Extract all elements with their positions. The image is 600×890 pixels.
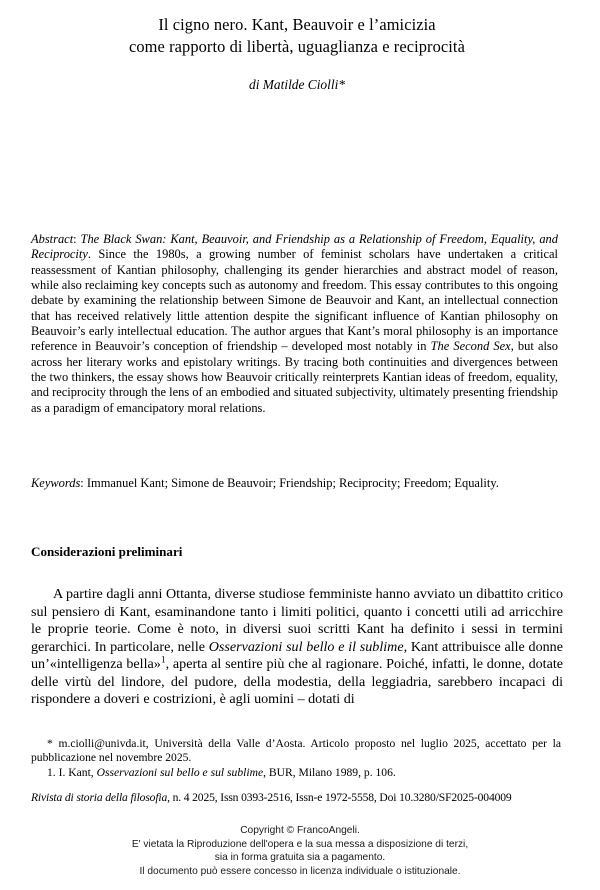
body-paragraph: [31, 586, 563, 709]
copyright-line-1: Copyright © FrancoAngeli.: [240, 825, 360, 836]
section-heading: Considerazioni preliminari: [31, 544, 183, 559]
body-part-3: , aperta al sentire più che al ragionare. Poiché, infatti, le donne, dotate delle virtù del lindore, del pudore, della modestia, della leggiadria, sarebbero incapaci di rispondere a doveri e costrizioni, è agli uomini – dotati di: [31, 656, 563, 708]
footnote-1-suffix: , BUR, Milano 1989, p. 106.: [263, 765, 396, 779]
abstract-block: [31, 232, 558, 416]
copyright-line-4: Il documento può essere concesso in licenza individuale o istituzionale.: [139, 865, 461, 877]
body-part-1: A partire dagli anni Ottanta, diverse studiose femministe hanno avviato un dibattito critico sul pensiero di Kant, esaminandone tanto i limiti politici, quanto i concetti utili ad arricchire le proprie teorie. Come è noto, in diversi suoi scritti Kant ha definito i sessi in termini gerarchici. In particolare, nelle: [31, 586, 563, 655]
keywords-block: [31, 476, 558, 491]
footnote-affiliation: * m.ciolli@univda.it, Università della Valle d’Aosta. Articolo proposto nel luglio 2025, accettato per la pubblicazione nel novembre 2025.: [31, 737, 561, 765]
footnotes-block: [31, 737, 561, 780]
copyright-footer: [0, 824, 600, 878]
abstract-english-title: The Black Swan: Kant, Beauvoir, and Friendship as a Relationship of Freedom, Equality, and Reciprocity: [31, 232, 558, 262]
footnote-1-prefix: 1. I. Kant,: [47, 765, 97, 779]
body-text: [31, 586, 563, 709]
keywords-label: Keywords: [31, 476, 81, 490]
copyright-line-2: E' vietata la Riproduzione dell'opera e la sua messa a disposizione di terzi,: [131, 838, 469, 850]
footnote-1: [31, 766, 561, 780]
body-cited-work: Osservazioni sul bello e il sublime: [208, 638, 404, 655]
journal-name: Rivista di storia della filosofia: [31, 791, 168, 804]
title-block: [31, 14, 563, 93]
journal-details: , n. 4 2025, Issn 0393-2516, Issn-e 1972-5558, Doi 10.3280/SF2025-004009: [167, 791, 512, 804]
footnote-1-title: Osservazioni sul bello e sul sublime: [96, 765, 264, 779]
body-part-2: , Kant attribuisce alle donne un’«intelligenza bella»: [31, 638, 563, 673]
abstract-label: Abstract: [31, 232, 74, 246]
abstract-separator: :: [73, 232, 81, 246]
author-byline: di Matilde Ciolli*: [249, 77, 345, 92]
abstract-cited-work: The Second Sex: [430, 339, 511, 354]
keywords-separator: :: [80, 476, 87, 490]
copyright-line-3: sia in forma gratuita sia a pagamento.: [214, 852, 386, 864]
title-line-2: come rapporto di libertà, uguaglianza e reciprocità: [129, 37, 465, 56]
page-title: [31, 14, 563, 58]
abstract-body-part-1: . Since the 1980s, a growing number of feminist scholars have undertaken a critical reassessment of Kantian philosophy, challenging its gender hierarchies and abstract model of reason, while also reclaiming key concepts such as autonomy and freedom. This essay contributes to this ongoing debate by examining the relationship between Simone de Beauvoir and Kant, an intellectual connection that has received relatively little attention despite the significant influence of Kantian philosophy on Beauvoir’s early intellectual education. The author argues that Kant’s moral philosophy is an importance reference in Beauvoir’s conception of friendship – developed most notably in: [31, 247, 558, 354]
footnote-reference-1[interactable]: 1: [160, 655, 166, 666]
keywords-value: Immanuel Kant; Simone de Beauvoir; Friendship; Reciprocity; Freedom; Equality.: [86, 476, 499, 490]
abstract-body-part-2: , but also across her literary works and epistolary writings. By tracing both continuities and divergences between the two thinkers, the essay shows how Beauvoir critically reinterprets Kantian ideas of freedom, equality, and reciprocity through the lens of an embodied and situated subjectivity, ultimately presenting friendship as a paradigm of emancipatory moral relations.: [31, 339, 558, 415]
title-line-1: Il cigno nero. Kant, Beauvoir e l’amicizia: [158, 15, 436, 34]
journal-identification-line: [31, 791, 563, 805]
